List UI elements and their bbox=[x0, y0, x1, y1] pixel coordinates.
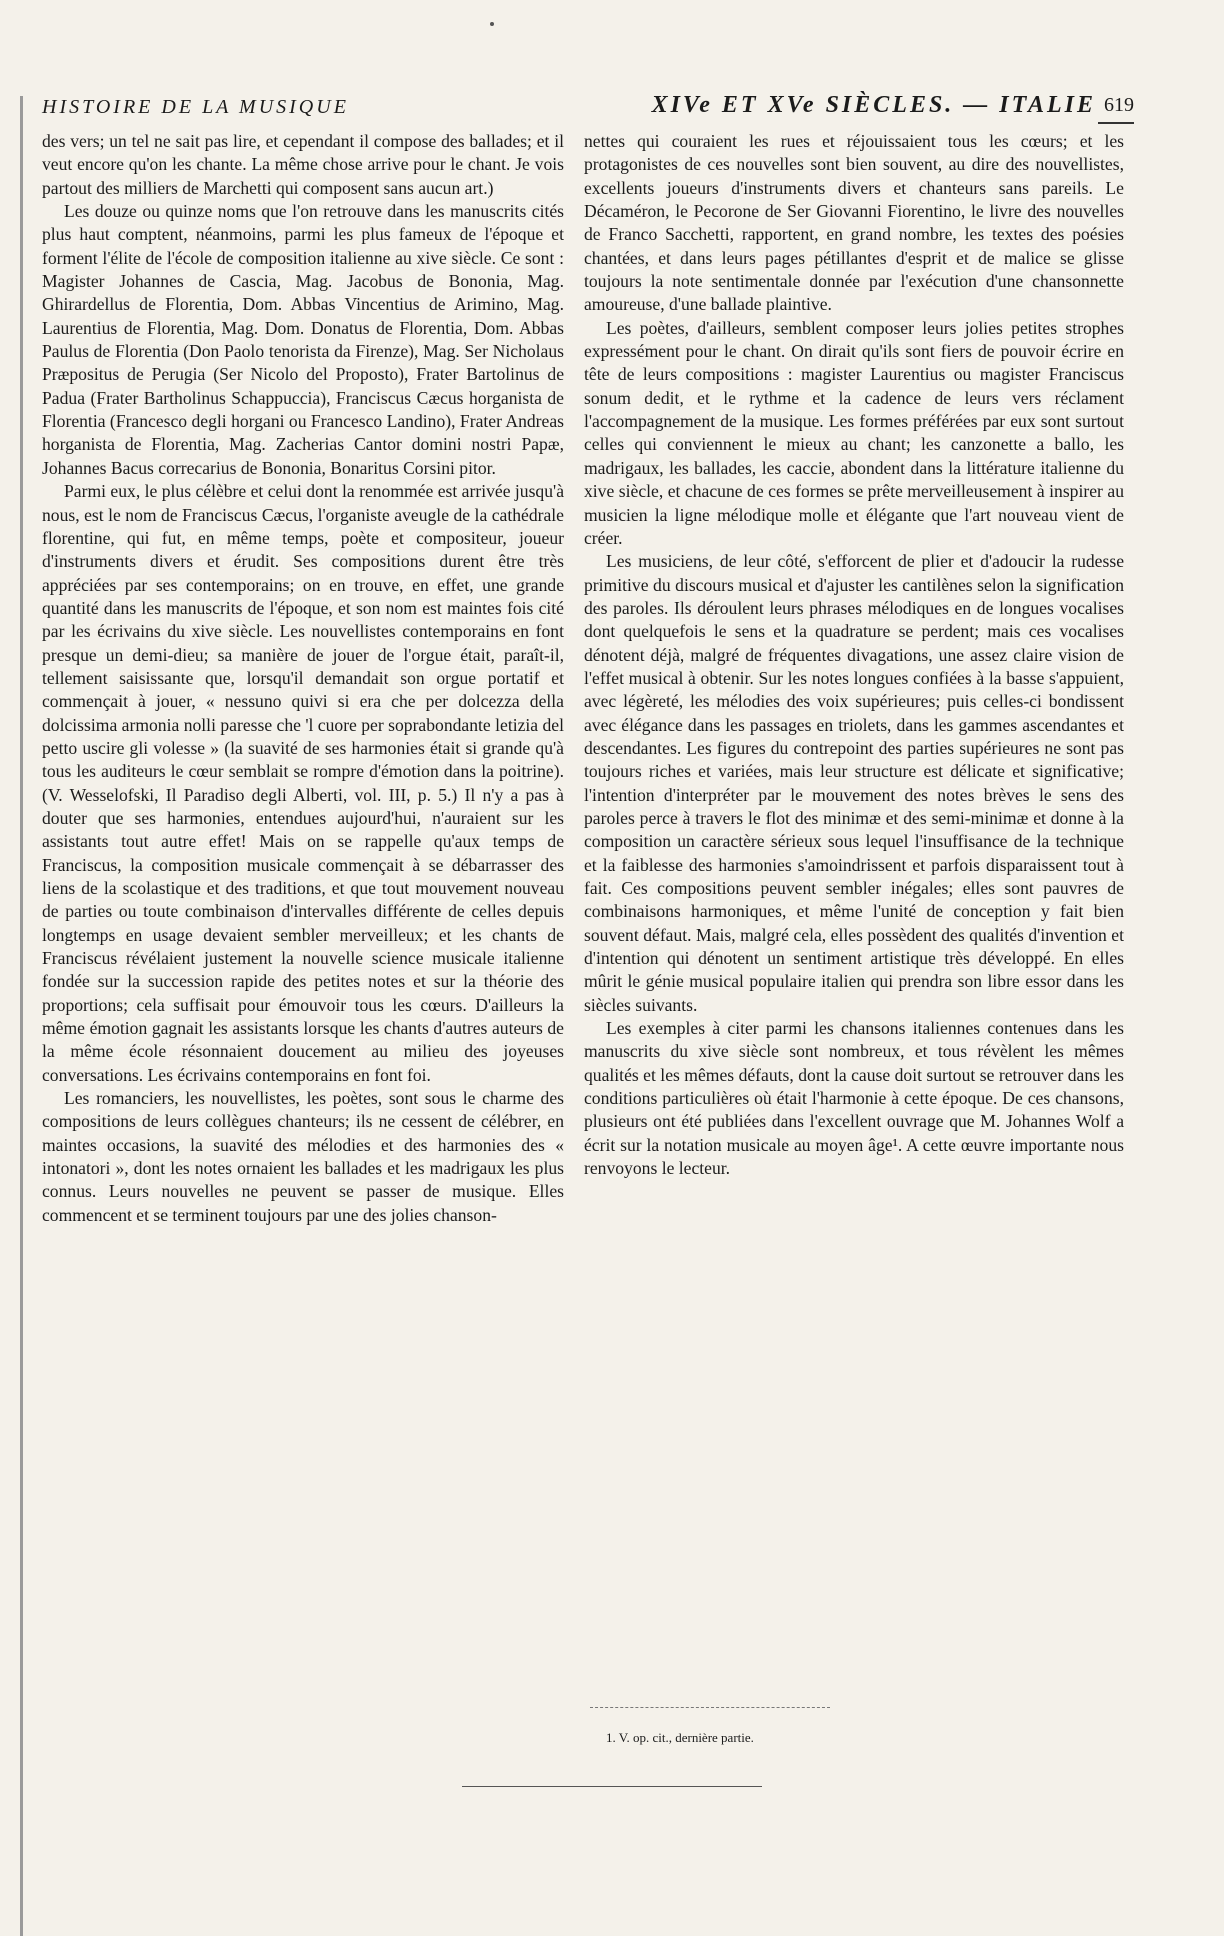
paragraph: Les douze ou quinze noms que l'on retrouve dans les manuscrits cités plus haut comptent, néanmoins, parmi les plus fameux de l'époque et forment l'élite de l'école de composition italienne au xive siècle. Ce sont : Magister Johannes de Cascia, Mag. Jacobus de Bononia, Mag. Ghirardellus de Florentia, Dom. Abbas Vincentius de Arimino, Mag. Laurentius de Florentia, Mag. Dom. Donatus de Florentia, Dom. Abbas Paulus de Florentia (Don Paolo tenorista da Firenze), Mag. Ser Nicholaus Præpositus de Perugia (Ser Nicolo del Proposto), Frater Bartolinus de Padua (Frater Bartholinus Schappuccia), Franciscus Cæcus horganista de Florentia (Francesco degli horgani ou Francesco Landino), Frater Andreas horganista de Florentia, Mag. Zacherias Cantor domini nostri Papæ, Johannes Bacus correcarius de Bononia, Bonaritus Corsini pitor. bbox=[42, 201, 564, 478]
left-column bbox=[42, 130, 564, 1227]
right-column bbox=[584, 130, 1124, 1180]
footnote: 1. V. op. cit., dernière partie. bbox=[606, 1730, 754, 1745]
paragraph: Les romanciers, les nouvellistes, les poètes, sont sous le charme des compositions de leurs collègues chanteurs; ils ne cessent de célébrer, en maintes occasions, la suavité des mélodies et des harmonies des « intonatori », dont les notes ornaient les ballades et les madrigaux les plus connus. Leurs nouvelles ne peuvent se passer de musique. Elles commencent et se terminent toujours par une des jolies chanson- bbox=[42, 1088, 564, 1225]
paragraph: Les poètes, d'ailleurs, semblent composer leurs jolies petites strophes expressément pour le chant. On dirait qu'ils sont fiers de pouvoir écrire en tête de leurs compositions : magister Laurentius ou magister Franciscus sonum dedit, et le rythme et la cadence de leurs vers réclament l'accompagnement de la musique. Les formes préférées par eux sont surtout celles qui conviennent le mieux au chant; les canzonette a ballo, les madrigaux, les ballades, les caccie, abondent dans la littérature italienne du xive siècle, et chacune de ces formes se prête merveilleusement à inspirer au musicien la ligne mélodique molle et élégante que l'art nouveau vient de créer. bbox=[584, 317, 1124, 548]
paragraph: nettes qui couraient les rues et réjouissaient tous les cœurs; et les protagonistes de ces nouvelles sont bien souvent, au dire des nouvellistes, excellents joueurs d'instruments divers et chanteurs sans pareils. Le Décaméron, le Pecorone de Ser Giovanni Fiorentino, le livre des nouvelles de Franco Sacchetti, rapportent, en grand nombre, les textes des poésies chantées, et dans leurs pages pétillantes d'esprit et de malice se glisse toujours la note sentimentale donnée par l'exécution d'une chansonnette amoureuse, d'une ballade plaintive. bbox=[584, 131, 1124, 315]
footnote-divider bbox=[590, 1707, 830, 1709]
paragraph: Parmi eux, le plus célèbre et celui dont la renommée est arrivée jusqu'à nous, est le nom de Franciscus Cæcus, l'organiste aveugle de la cathédrale florentine, qui fut, en même temps, poète et compositeur, joueur d'instruments divers et érudit. Ses compositions durent être très appréciées par ses contemporains; on en trouve, en effet, une grande quantité dans les manuscrits de l'époque, et son nom est maintes fois cité par les écrivains du xive siècle. Les nouvellistes contemporains en font presque un demi-dieu; sa manière de jouer de l'orgue était, paraît-il, tellement saisissante que, lorsqu'il demandait son orgue portatif et commençait à jouer, « nessuno quivi si era che per dolcezza della dolcissima armonia nolli paresse che 'l cuore per soprabondante letizia del petto uscire gli volesse » (la suavité de ses harmonies était si grande qu'à tous les auditeurs le cœur semblait se rompre d'émotion dans la poitrine). (V. Wesselofski, Il Paradiso degli Alberti, vol. III, p. 5.) Il n'y a pas à douter que ses harmonies, entendues aujourd'hui, n'auraient sur les assistants tout autre effet! Mais on se rappelle qu'aux temps de Franciscus, la composition musicale commençait à se débarrasser des liens de la scolastique et des traditions, et que tout mouvement nouveau de parties ou toute combinaison d'intervalles différente de celles depuis longtemps en usage devaient sembler merveilleux; et les chants de Franciscus révélaient justement la nouvelle science musicale italienne fondée sur la succession rapide des petites notes et sur la théorie des proportions; cela suffisait pour émouvoir tous les cœurs. D'ailleurs la même émotion gagnait les assistants lorsque les chants d'autres auteurs de la même école résonnaient doucement au milieu des joyeuses conversations. Les écrivains contemporains en font foi. bbox=[42, 481, 565, 1085]
header-left-title: HISTOIRE DE LA MUSIQUE bbox=[42, 96, 349, 118]
paragraph: des vers; un tel ne sait pas lire, et cependant il compose des ballades; et il veut encore qu'on les chante. La même chose arrive pour le chant. Je vois partout des milliers de Marchetti qui composent sans aucun art.) bbox=[42, 131, 564, 198]
page-number: 619 bbox=[1104, 94, 1134, 116]
paragraph: Les musiciens, de leur côté, s'efforcent de plier et d'adoucir la rudesse primitive du discours musical et d'ajuster les cantilènes selon la signification des paroles. Ils déroulent leurs phrases mélodiques en de longues vocalises dont quelquefois le sens et la quadrature se perdent; mais ces vocalises dénotent déjà, malgré de fréquentes divagations, une assez claire vision de l'effet musical à obtenir. Sur les notes longues confiées à la basse s'appuient, avec légèreté, les mélodies des voix supérieures; puis celles-ci bondissent avec élégance dans les passages en triolets, dans les gammes ascendantes et descendantes. Les figures du contrepoint des parties supérieures ne sont pas toujours riches et variées, mais leur structure est délicate et significative; l'intention d'interpréter par le mouvement des notes brèves le sens des paroles perce à travers le flot des minimæ et des semi-minimæ et donne à la composition un caractère sérieux sous lequel l'insuffisance de la technique et la faiblesse des harmonies s'amoindrissent et parfois disparaissent tout à fait. Ces compositions peuvent sembler inégales; elles sont pauvres de combinaisons harmoniques, et même l'unité de conception y fait bien souvent défaut. Mais, malgré cela, elles possèdent des qualités d'invention et d'intention qui dénotent un sentiment artistique très développé. En elles mûrit le génie musical populaire italien qui prendra son libre essor dans les siècles suivants. bbox=[584, 551, 1124, 1015]
ink-dot bbox=[490, 22, 494, 26]
running-header bbox=[42, 92, 1134, 126]
header-right-title: XIVe ET XVe SIÈCLES. — ITALIE bbox=[651, 92, 1096, 118]
page-number-rule bbox=[1098, 122, 1134, 124]
bottom-rule bbox=[462, 1786, 762, 1787]
page-edge bbox=[20, 96, 23, 1936]
paragraph: Les exemples à citer parmi les chansons italiennes contenues dans les manuscrits du xive siècle sont nombreux, et tous révèlent les mêmes qualités et les mêmes défauts, dont la cause doit surtout se retrouver dans les conditions particulières où était l'harmonie à cette époque. De ces chansons, plusieurs ont été publiées dans l'excellent ouvrage que M. Johannes Wolf a écrit sur la notation musicale au moyen âge¹. A cette œuvre importante nous renvoyons le lecteur. bbox=[584, 1018, 1124, 1179]
